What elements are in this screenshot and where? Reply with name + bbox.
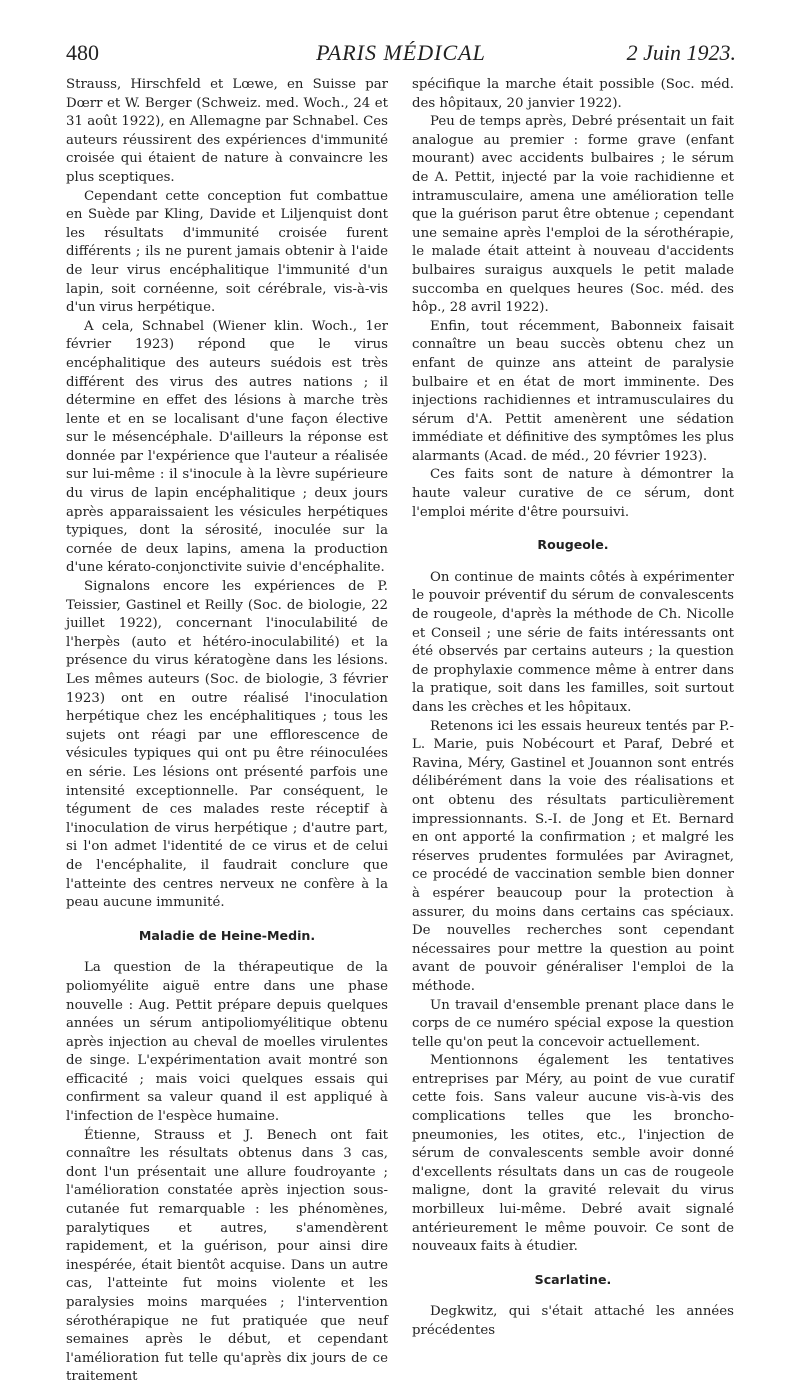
paragraph: Cependant cette conception fut combattue en Suède par Kling, Davide et Liljenquist dont les résultats d'immunité croisée furent différents ; ils ne purent jamais obtenir à l'aide de leur virus encéphalitique l'immunité d'un lapin, soit cornéenne, soit cérébrale, vis-à-vis d'un virus herpétique. xyxy=(66,188,388,316)
paragraph: La question de la thérapeutique de la poliomyélite aiguë entre dans une phase nouvelle : Aug. Pettit prépare depuis quelques années un sérum antipoliomyélitique obtenu après injection au cheval de moelles virulentes de singe. L'expérimentation avait montré son efficacité ; mais voici quelques essais qui confirment sa valeur quand il est appliqué à l'infection de l'espèce humaine. xyxy=(66,960,388,1125)
journal-title: PARIS MÉDICAL xyxy=(316,40,486,65)
paragraph: A cela, Schnabel (Wiener klin. Woch., 1er février 1923) répond que le virus encéphalitique des auteurs suédois est très différent des virus des autres nations ; il détermine en effet des lésions à marche très lente et en se localisant d'une façon élective sur le mésencéphale. D'ailleurs la réponse est donnée par l'expérience que l'auteur a réalisée sur lui-même : il s'inocule à la lèvre supérieure du virus de lapin encéphalitique ; deux jours après apparaissaient les vésicules herpétiques typiques, dont la sérosité, inoculée sur la cornée de deux lapins, amena la production d'une kérato-conjonctivite suivie d'encéphalite. xyxy=(66,318,388,576)
section-heading-rougeole: Rougeole. xyxy=(537,537,609,553)
right-column xyxy=(412,76,734,1341)
paragraph: Enfin, tout récemment, Babonneix faisait connaître un beau succès obtenu chez un enfant de quinze ans atteint de paralysie bulbaire et en état de mort imminente. Des injections rachidiennes et intramusculaires du sérum d'A. Pettit amenèrent une sédation immédiate et définitive des symptômes les plus alarmants (Acad. de méd., 20 février 1923). xyxy=(412,318,734,464)
paragraph: Peu de temps après, Debré présentait un fait analogue au premier : forme grave (enfant mourant) avec accidents bulbaires ; le sérum de A. Pettit, injecté par la voie rachidienne et intramusculaire, amena une amélioration telle que la guérison parut être obtenue ; cependant une semaine après l'emploi de la sérothérapie, le malade était atteint à nouveau d'accidents bulbaires suraigus auxquels le petit malade succomba en quelques heures (Soc. méd. des hôp., 28 avril 1922). xyxy=(412,114,734,316)
paragraph: Retenons ici les essais heureux tentés par P.-L. Marie, puis Nobécourt et Paraf, Debré et Ravina, Méry, Gastinel et Jouannon sont entrés délibérément dans la voie des réalisations et ont obtenu des résultats particulièrement impressionnants. S.-I. de Jong et Et. Bernard en ont apporté la confirmation ; et malgré les réserves prudentes formulées par Aviragnet, ce procédé de vaccination semble bien donner à espérer beaucoup pour la protection à assurer, du moins dans certains cas spéciaux. De nouvelles recherches sont cependant nécessaires pour mettre la question au point avant de pouvoir généraliser l'emploi de la méthode. xyxy=(412,718,734,994)
paragraph: Signalons encore les expériences de P. Teissier, Gastinel et Reilly (Soc. de biologie, 22 juillet 1922), concernant l'inoculabilité de l'herpès (auto et hétéro-inoculabilité) et la présence du virus kératogène dans les lésions. Les mêmes auteurs (Soc. de biologie, 3 février 1923) ont en outre réalisé l'inoculation herpétique chez les encéphalitiques ; tous les sujets ont réagi par une efflorescence de vésicules typiques qui ont pu être réinoculées en série. Les lésions ont présenté parfois une intensité exceptionnelle. Par conséquent, le tégument de ces malades reste réceptif à l'inoculation de virus herpétique ; d'autre part, si l'on admet l'identité de ce virus et de celui de l'encéphalite, il faudrait conclure que l'atteinte des centres nerveux ne confère à la peau aucune immunité. xyxy=(66,579,388,911)
issue-date: 2 Juin 1923. xyxy=(626,40,736,65)
left-column xyxy=(66,76,388,1387)
paragraph: spécifique la marche était possible (Soc. méd. des hôpitaux, 20 janvier 1922). xyxy=(412,77,734,111)
paragraph: Strauss, Hirschfeld et Lœwe, en Suisse par Dœrr et W. Berger (Schweiz. med. Woch., 24 et 31 août 1922), en Allemagne par Schnabel. Ces auteurs réussirent des expériences d'immunité croisée qui étaient de nature à convaincre les plus sceptiques. xyxy=(66,77,388,185)
page-header xyxy=(66,40,736,74)
section-heading-heine-medin: Maladie de Heine-Medin. xyxy=(138,927,316,943)
paragraph: Degkwitz, qui s'était attaché les années précédentes xyxy=(412,1304,734,1338)
paragraph: Mentionnons également les tentatives entreprises par Méry, au point de vue curatif cette fois. Sans valeur aucune vis-à-vis des complications telles que les broncho-pneumonies, les otites, etc., l'injection de sérum de convalescents semble avoir donné d'excellents résultats dans un cas de rougeole maligne, dont la gravité relevait du virus morbilleux lui-même. Debré avait signalé antérieurement le même pouvoir. Ce sont de nouveaux faits à étudier. xyxy=(412,1053,734,1255)
page-number: 480 xyxy=(66,40,99,65)
paragraph: Un travail d'ensemble prenant place dans le corps de ce numéro spécial expose la question telle qu'on peut la concevoir actuellement. xyxy=(412,997,734,1050)
paragraph: On continue de maints côtés à expérimenter le pouvoir préventif du sérum de convalescents de rougeole, d'après la méthode de Ch. Nicolle et Conseil ; une série de faits intéressants ont été observés par certains auteurs ; la question de prophylaxie commence même à entrer dans la pratique, soit dans les familles, soit surtout dans les crèches et les hôpitaux. xyxy=(412,569,734,715)
paragraph: Ces faits sont de nature à démontrer la haute valeur curative de ce sérum, dont l'emploi mérite d'être poursuivi. xyxy=(412,467,734,520)
paragraph: Étienne, Strauss et J. Benech ont fait connaître les résultats obtenus dans 3 cas, dont l'un présentait une allure foudroyante ; l'amélioration constatée après injection sous-cutanée fut remarquable : les phénomènes, paralytiques et autres, s'amendèrent rapidement, et la guérison, pour ainsi dire inespérée, était bientôt acquise. Dans un autre cas, l'atteinte fut moins violente et les paralysies moins marquées ; l'intervention sérothérapique ne fut pratiquée que neuf semaines après le début, et cependant l'amélioration fut telle qu'après dix jours de ce traitement xyxy=(66,1127,388,1385)
section-heading-scarlatine: Scarlatine. xyxy=(534,1271,612,1287)
